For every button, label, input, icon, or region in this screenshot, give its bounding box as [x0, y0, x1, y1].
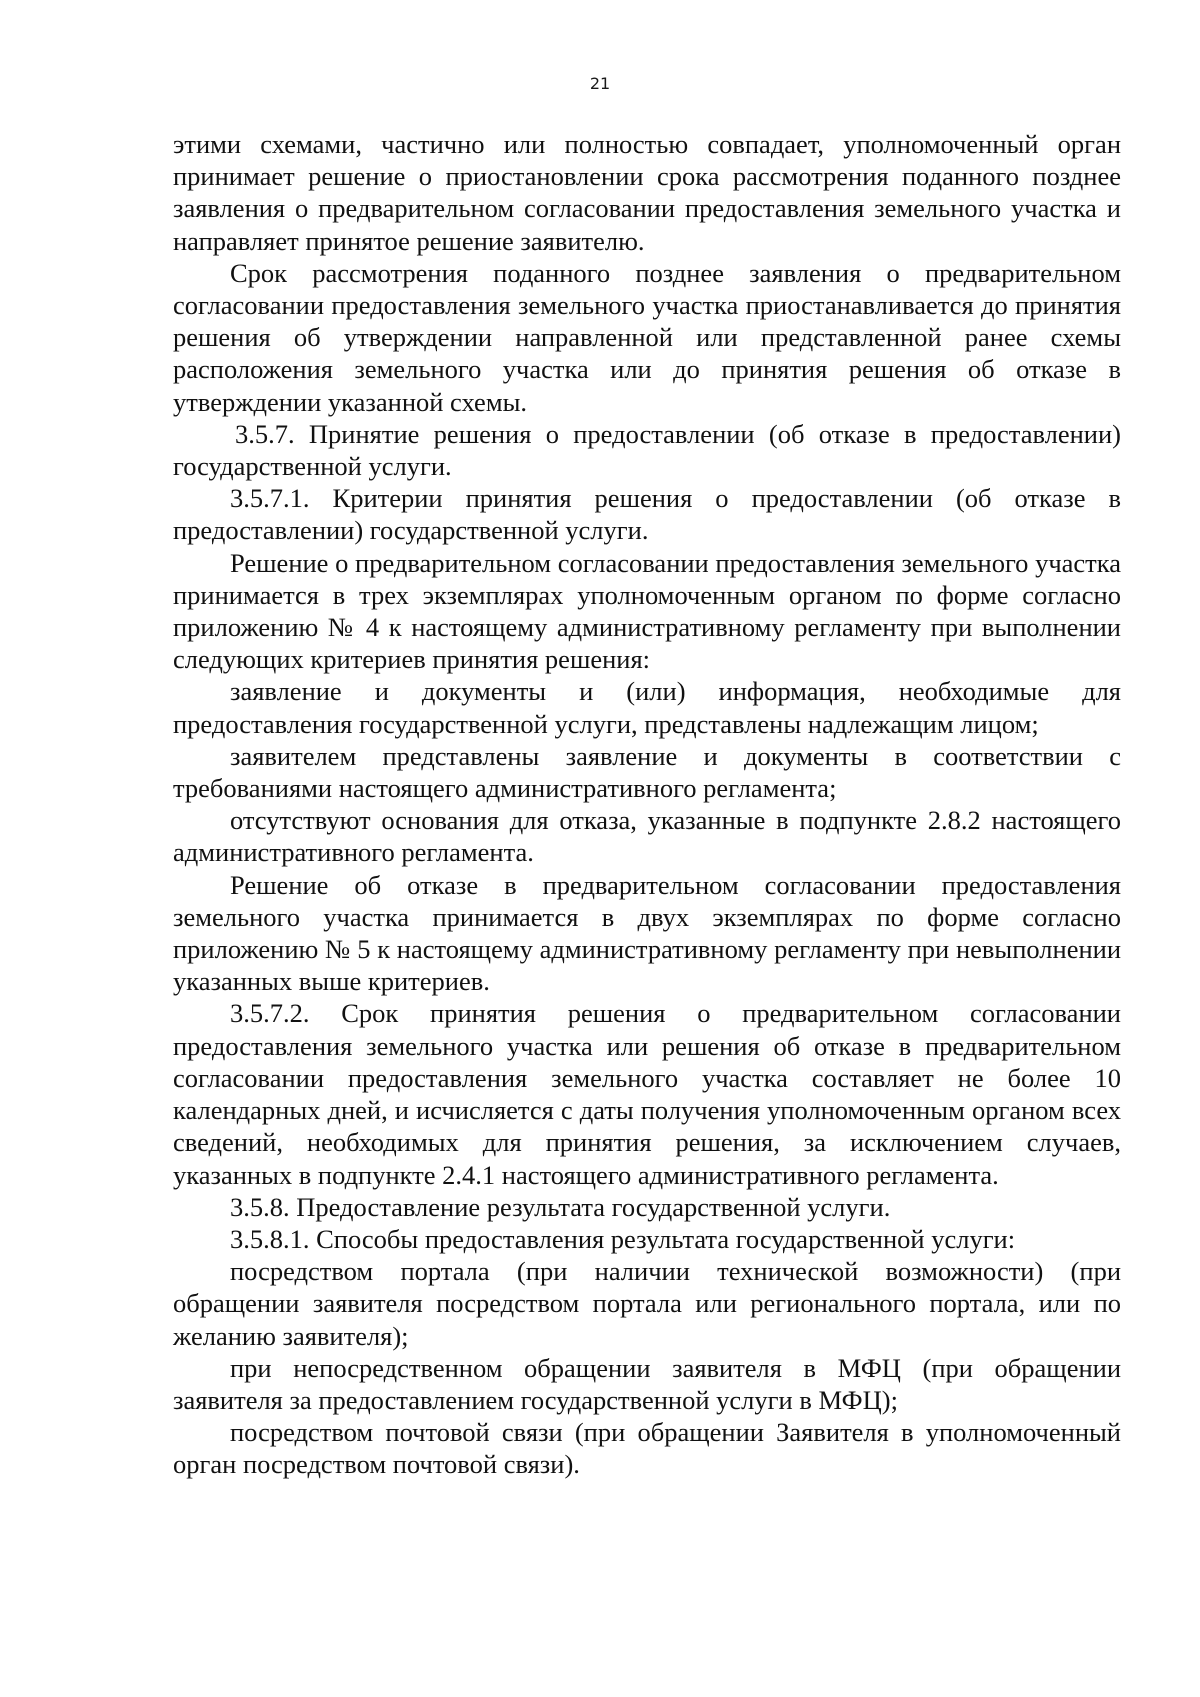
document-body — [173, 128, 1121, 1481]
section-heading: 3.5.8. Предоставление результата государственной услуги. — [230, 1191, 891, 1222]
paragraph: Решение об отказе в предварительном согласовании предоставления земельного участка принимается в двух экземплярах по форме согласно приложению № 5 к настоящему административному регламенту при невыполнении указанных выше критериев. — [173, 869, 1121, 997]
paragraph: Решение о предварительном согласовании предоставления земельного участка принимается в трех экземплярах уполномоченным органом по форме согласно приложению № 4 к настоящему административному регламенту при выполнении следующих критериев принятия решения: — [173, 547, 1121, 675]
list-item: посредством почтовой связи (при обращении Заявителя в уполномоченный орган посредством почтовой связи). — [173, 1417, 1121, 1480]
subsection-heading: 3.5.7.1. Критерии принятия решения о предоставлении (об отказе в предоставлении) государственной услуги. — [173, 483, 1121, 546]
list-item: отсутствуют основания для отказа, указанные в подпункте 2.8.2 настоящего административного регламента. — [173, 805, 1121, 868]
list-item: заявление и документы и (или) информация, необходимые для предоставления государственной услуги, представлены надлежащим лицом; — [173, 676, 1121, 739]
section-heading: 3.5.7. Принятие решения о предоставлении (об отказе в предоставлении) государственной услуги. — [173, 418, 1121, 482]
subsection-heading: 3.5.7.2. Срок принятия решения о предварительном согласовании предоставления земельного участка или решения об отказе в предварительном согласовании предоставления земельного участка составляет не более 10 календарных дней, и исчисляется с даты получения уполномоченным органом всех сведений, необходимых для принятия решения, за исключением случаев, указанных в подпункте 2.4.1 настоящего административного регламента. — [173, 998, 1121, 1190]
subsection-heading: 3.5.8.1. Способы предоставления результата государственной услуги: — [230, 1223, 1016, 1254]
list-item: заявителем представлены заявление и документы в соответствии с требованиями настоящего административного регламента; — [173, 740, 1121, 804]
page-number: 21 — [589, 74, 611, 93]
list-item: посредством портала (при наличии технической возможности) (при обращении заявителя посредством портала или регионального портала, или по желанию заявителя); — [173, 1256, 1121, 1351]
paragraph-continuation: этими схемами, частично или полностью совпадает, уполномоченный орган принимает решение о приостановлении срока рассмотрения поданного позднее заявления о предварительном согласовании предоставления земельного участка и направляет принятое решение заявителю. — [173, 129, 1121, 256]
list-item: при непосредственном обращении заявителя в МФЦ (при обращении заявителя за предоставлением государственной услуги в МФЦ); — [173, 1352, 1121, 1415]
paragraph: Срок рассмотрения поданного позднее заявления о предварительном согласовании предоставления земельного участка приостанавливается до принятия решения об утверждении направленной или представленной ранее схемы расположения земельного участка или до принятия решения об отказе в утверждении указанной схемы. — [173, 257, 1121, 417]
